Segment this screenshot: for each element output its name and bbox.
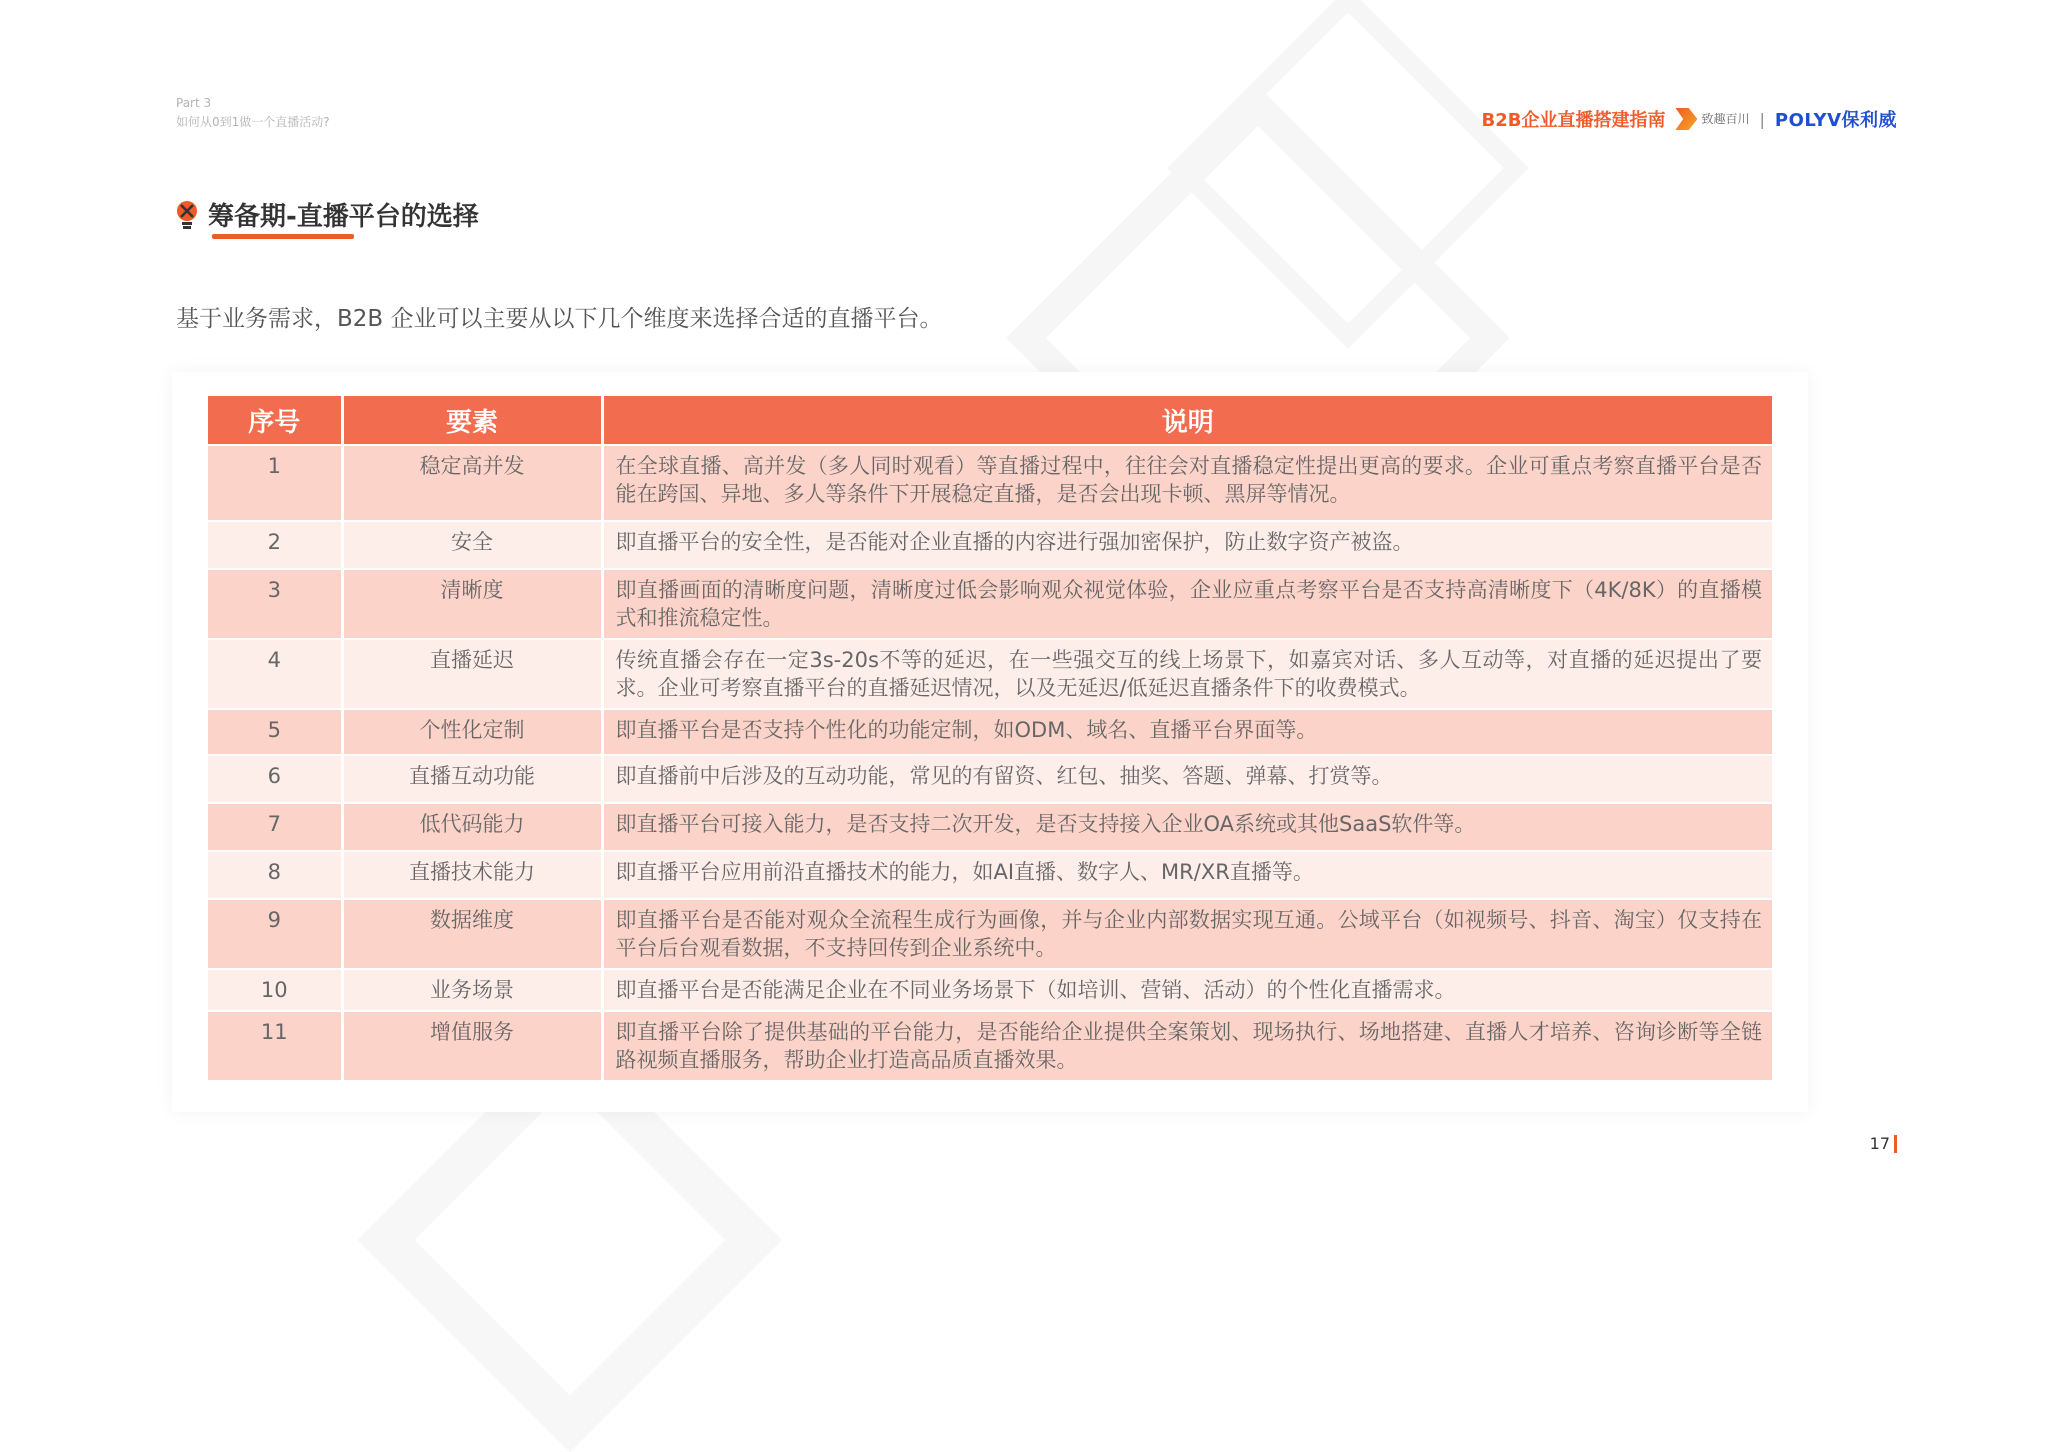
header-description: 说明 (602, 396, 1772, 445)
table-row (208, 851, 1772, 899)
guide-title: B2B企业直播搭建指南 (1481, 110, 1666, 131)
row-element: 业务场景 (342, 969, 602, 1011)
part-number: Part 3 (176, 96, 212, 110)
brand-separator: | (1759, 109, 1765, 129)
row-index: 1 (208, 445, 342, 521)
table-row (208, 445, 1772, 521)
row-element: 稳定高并发 (342, 445, 602, 521)
row-element: 直播技术能力 (342, 851, 602, 899)
title-underline (212, 234, 354, 239)
table-row (208, 639, 1772, 709)
row-element: 清晰度 (342, 569, 602, 639)
header-element: 要素 (342, 396, 602, 445)
page-header (1482, 106, 1898, 132)
row-description: 即直播平台是否能满足企业在不同业务场景下（如培训、营销、活动）的个性化直播需求。 (602, 969, 1772, 1011)
row-index: 3 (208, 569, 342, 639)
table-row (208, 569, 1772, 639)
row-description: 即直播画面的清晰度问题，清晰度过低会影响观众视觉体验，企业应重点考察平台是否支持高清晰度下（4K/8K）的直播模式和推流稳定性。 (602, 569, 1772, 639)
row-index: 6 (208, 755, 342, 803)
row-index: 8 (208, 851, 342, 899)
row-element: 数据维度 (342, 899, 602, 969)
row-description: 即直播平台可接入能力，是否支持二次开发，是否支持接入企业OA系统或其他SaaS软件等。 (602, 803, 1772, 851)
row-element: 直播延迟 (342, 639, 602, 709)
table-row (208, 521, 1772, 569)
row-index: 4 (208, 639, 342, 709)
table-row (208, 899, 1772, 969)
page-number (1870, 1134, 1897, 1153)
row-description: 传统直播会存在一定3s-20s不等的延迟，在一些强交互的线上场景下，如嘉宾对话、多人互动等，对直播的延迟提出了要求。企业可考察直播平台的直播延迟情况，以及无延迟/低延迟直播条件下的收费模式。 (602, 639, 1772, 709)
table-row (208, 803, 1772, 851)
lightbulb-icon (174, 200, 200, 230)
row-element: 低代码能力 (342, 803, 602, 851)
row-index: 9 (208, 899, 342, 969)
row-element: 直播互动功能 (342, 755, 602, 803)
header-index: 序号 (208, 396, 342, 445)
table-row (208, 969, 1772, 1011)
row-description: 在全球直播、高并发（多人同时观看）等直播过程中，往往会对直播稳定性提出更高的要求。企业可重点考察直播平台是否能在跨国、异地、多人等条件下开展稳定直播，是否会出现卡顿、黑屏等情况。 (602, 445, 1772, 521)
row-element: 个性化定制 (342, 709, 602, 755)
row-description: 即直播平台是否能对观众全流程生成行为画像，并与企业内部数据实现互通。公域平台（如视频号、抖音、淘宝）仅支持在平台后台观看数据，不支持回传到企业系统中。 (602, 899, 1772, 969)
intro-text: 基于业务需求，B2B 企业可以主要从以下几个维度来选择合适的直播平台。 (176, 306, 943, 332)
table-row (208, 1011, 1772, 1080)
table-header-row (208, 396, 1772, 445)
row-element: 增值服务 (342, 1011, 602, 1080)
row-index: 5 (208, 709, 342, 755)
page-number-text: 17 (1869, 1134, 1890, 1153)
brand-logo (1675, 108, 1749, 130)
table-row (208, 755, 1772, 803)
row-description: 即直播平台的安全性，是否能对企业直播的内容进行强加密保护，防止数字资产被盗。 (602, 521, 1772, 569)
polyv-logo: POLYV保利威 (1774, 110, 1897, 131)
brand-mark-icon (1675, 108, 1697, 130)
row-description: 即直播平台除了提供基础的平台能力，是否能给企业提供全案策划、现场执行、场地搭建、直播人才培养、咨询诊断等全链路视频直播服务，帮助企业打造高品质直播效果。 (602, 1011, 1772, 1080)
page-number-bar (1894, 1135, 1897, 1153)
table-row (208, 709, 1772, 755)
part-label (176, 94, 330, 132)
section-title: 筹备期-直播平台的选择 (208, 202, 479, 232)
row-description: 即直播平台是否支持个性化的功能定制，如ODM、域名、直播平台界面等。 (602, 709, 1772, 755)
platform-criteria-table (208, 396, 1772, 1080)
row-description: 即直播前中后涉及的互动功能，常见的有留资、红包、抽奖、答题、弹幕、打赏等。 (602, 755, 1772, 803)
row-index: 10 (208, 969, 342, 1011)
row-index: 11 (208, 1011, 342, 1080)
brand-name: 致趣百川 (1701, 112, 1750, 126)
row-index: 7 (208, 803, 342, 851)
row-description: 即直播平台应用前沿直播技术的能力，如AI直播、数字人、MR/XR直播等。 (602, 851, 1772, 899)
part-subtitle: 如何从0到1做一个直播活动? (176, 115, 330, 129)
row-element: 安全 (342, 521, 602, 569)
row-index: 2 (208, 521, 342, 569)
section-heading (174, 196, 479, 233)
